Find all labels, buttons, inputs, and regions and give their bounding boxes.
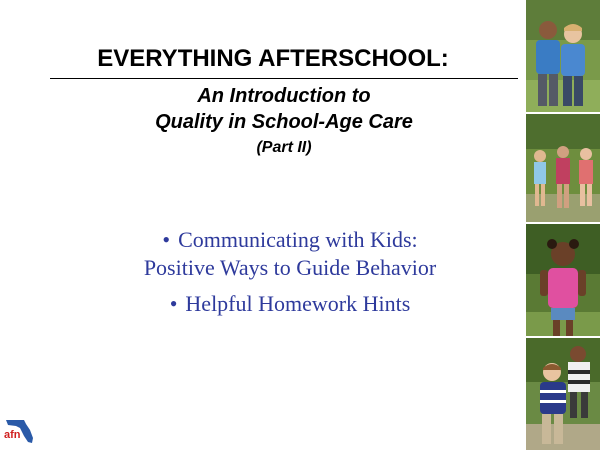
logo-text: afn: [4, 429, 21, 441]
florida-afterschool-logo: [2, 416, 36, 446]
title-divider: [50, 78, 518, 79]
girl-in-pink-photo: [526, 224, 600, 336]
slide-subtitle: [50, 83, 518, 160]
bullet-1-line-1: Communicating with Kids:: [178, 227, 418, 252]
group-of-girls-photo: [526, 114, 600, 222]
bullet-1-line-2: Positive Ways to Guide Behavior: [143, 255, 437, 280]
subtitle-line-1: An Introduction to: [197, 85, 371, 107]
subtitle-line-3: (Part II): [256, 139, 312, 156]
bullet-dot: •: [169, 291, 178, 316]
two-boys-photo: [526, 0, 600, 112]
bullet-dot: •: [162, 227, 171, 252]
slide-title: EVERYTHING AFTERSCHOOL:: [97, 45, 449, 72]
photo-strip: [526, 0, 600, 450]
bullet-item-communicating: [60, 226, 520, 282]
bullet-2-line-1: Helpful Homework Hints: [185, 291, 411, 316]
bullet-list: [60, 226, 520, 326]
bullet-item-homework: [60, 290, 520, 318]
boys-running-photo: [526, 338, 600, 450]
subtitle-line-2: Quality in School-Age Care: [155, 111, 413, 133]
